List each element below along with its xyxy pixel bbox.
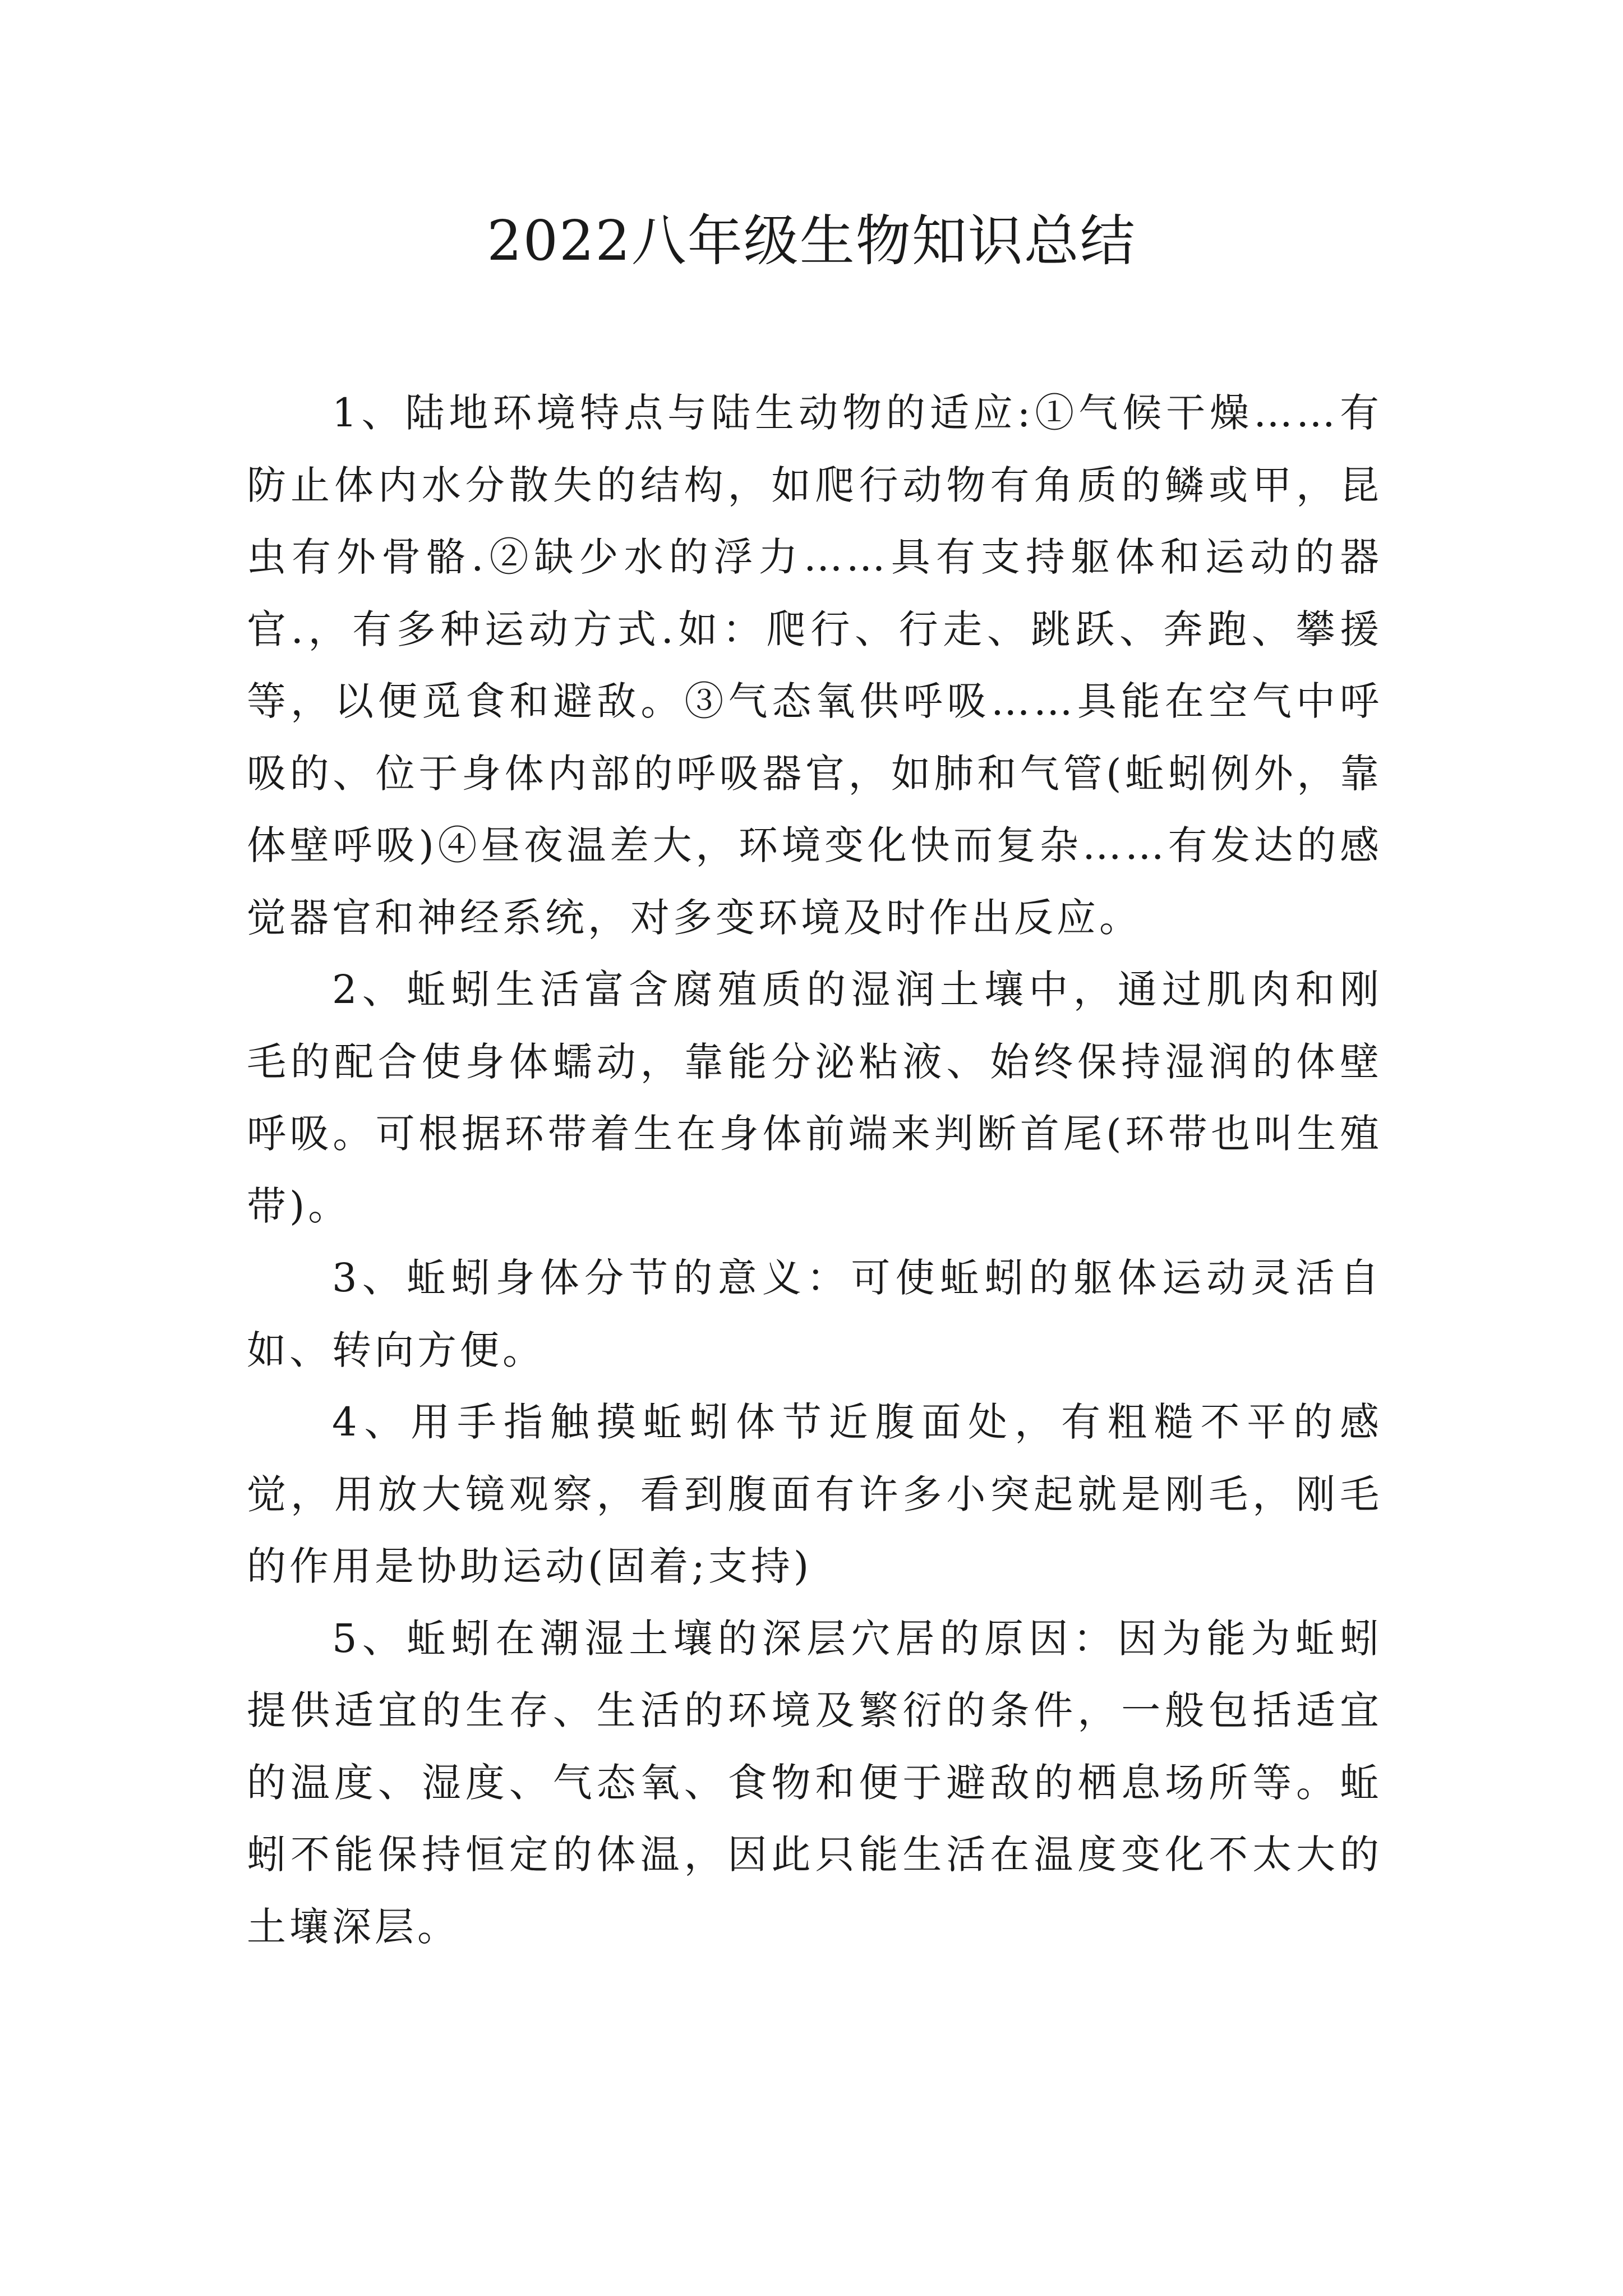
paragraph-3: 3、蚯蚓身体分节的意义：可使蚯蚓的躯体运动灵活自如、转向方便。 bbox=[247, 1255, 1382, 1373]
document-body bbox=[247, 377, 1382, 1963]
paragraph-5: 5、蚯蚓在潮湿土壤的深层穴居的原因：因为能为蚯蚓提供适宜的生存、生活的环境及繁衍的条件，一般包括适宜的温度、湿度、气态氧、食物和便于避敌的栖息场所等。蚯蚓不能保持恒定的体温，因此只能生活在温度变化不太大的土壤深层。 bbox=[247, 1615, 1382, 1950]
paragraph-1: 1、陆地环境特点与陆生动物的适应:①气候干燥……有防止体内水分散失的结构，如爬行动物有角质的鳞或甲，昆虫有外骨骼.②缺少水的浮力……具有支持躯体和运动的器官.，有多种运动方式.如：爬行、行走、跳跃、奔跑、攀援等，以便觅食和避敌。③气态氧供呼吸……具能在空气中呼吸的、位于身体内部的呼吸器官，如肺和气管(蚯蚓例外，靠体壁呼吸)④昼夜温差大，环境变化快而复杂……有发达的感觉器官和神经系统，对多变环境及时作出反应。 bbox=[247, 390, 1382, 941]
paragraph-4: 4、用手指触摸蚯蚓体节近腹面处，有粗糙不平的感觉，用放大镜观察，看到腹面有许多小突起就是刚毛，刚毛的作用是协助运动(固着;支持) bbox=[247, 1399, 1382, 1589]
paragraph-2: 2、蚯蚓生活富含腐殖质的湿润土壤中，通过肌肉和刚毛的配合使身体蠕动，靠能分泌粘液、始终保持湿润的体壁呼吸。可根据环带着生在身体前端来判断首尾(环带也叫生殖带)。 bbox=[247, 967, 1382, 1229]
document-title: 2022八年级生物知识总结 bbox=[487, 209, 1136, 273]
